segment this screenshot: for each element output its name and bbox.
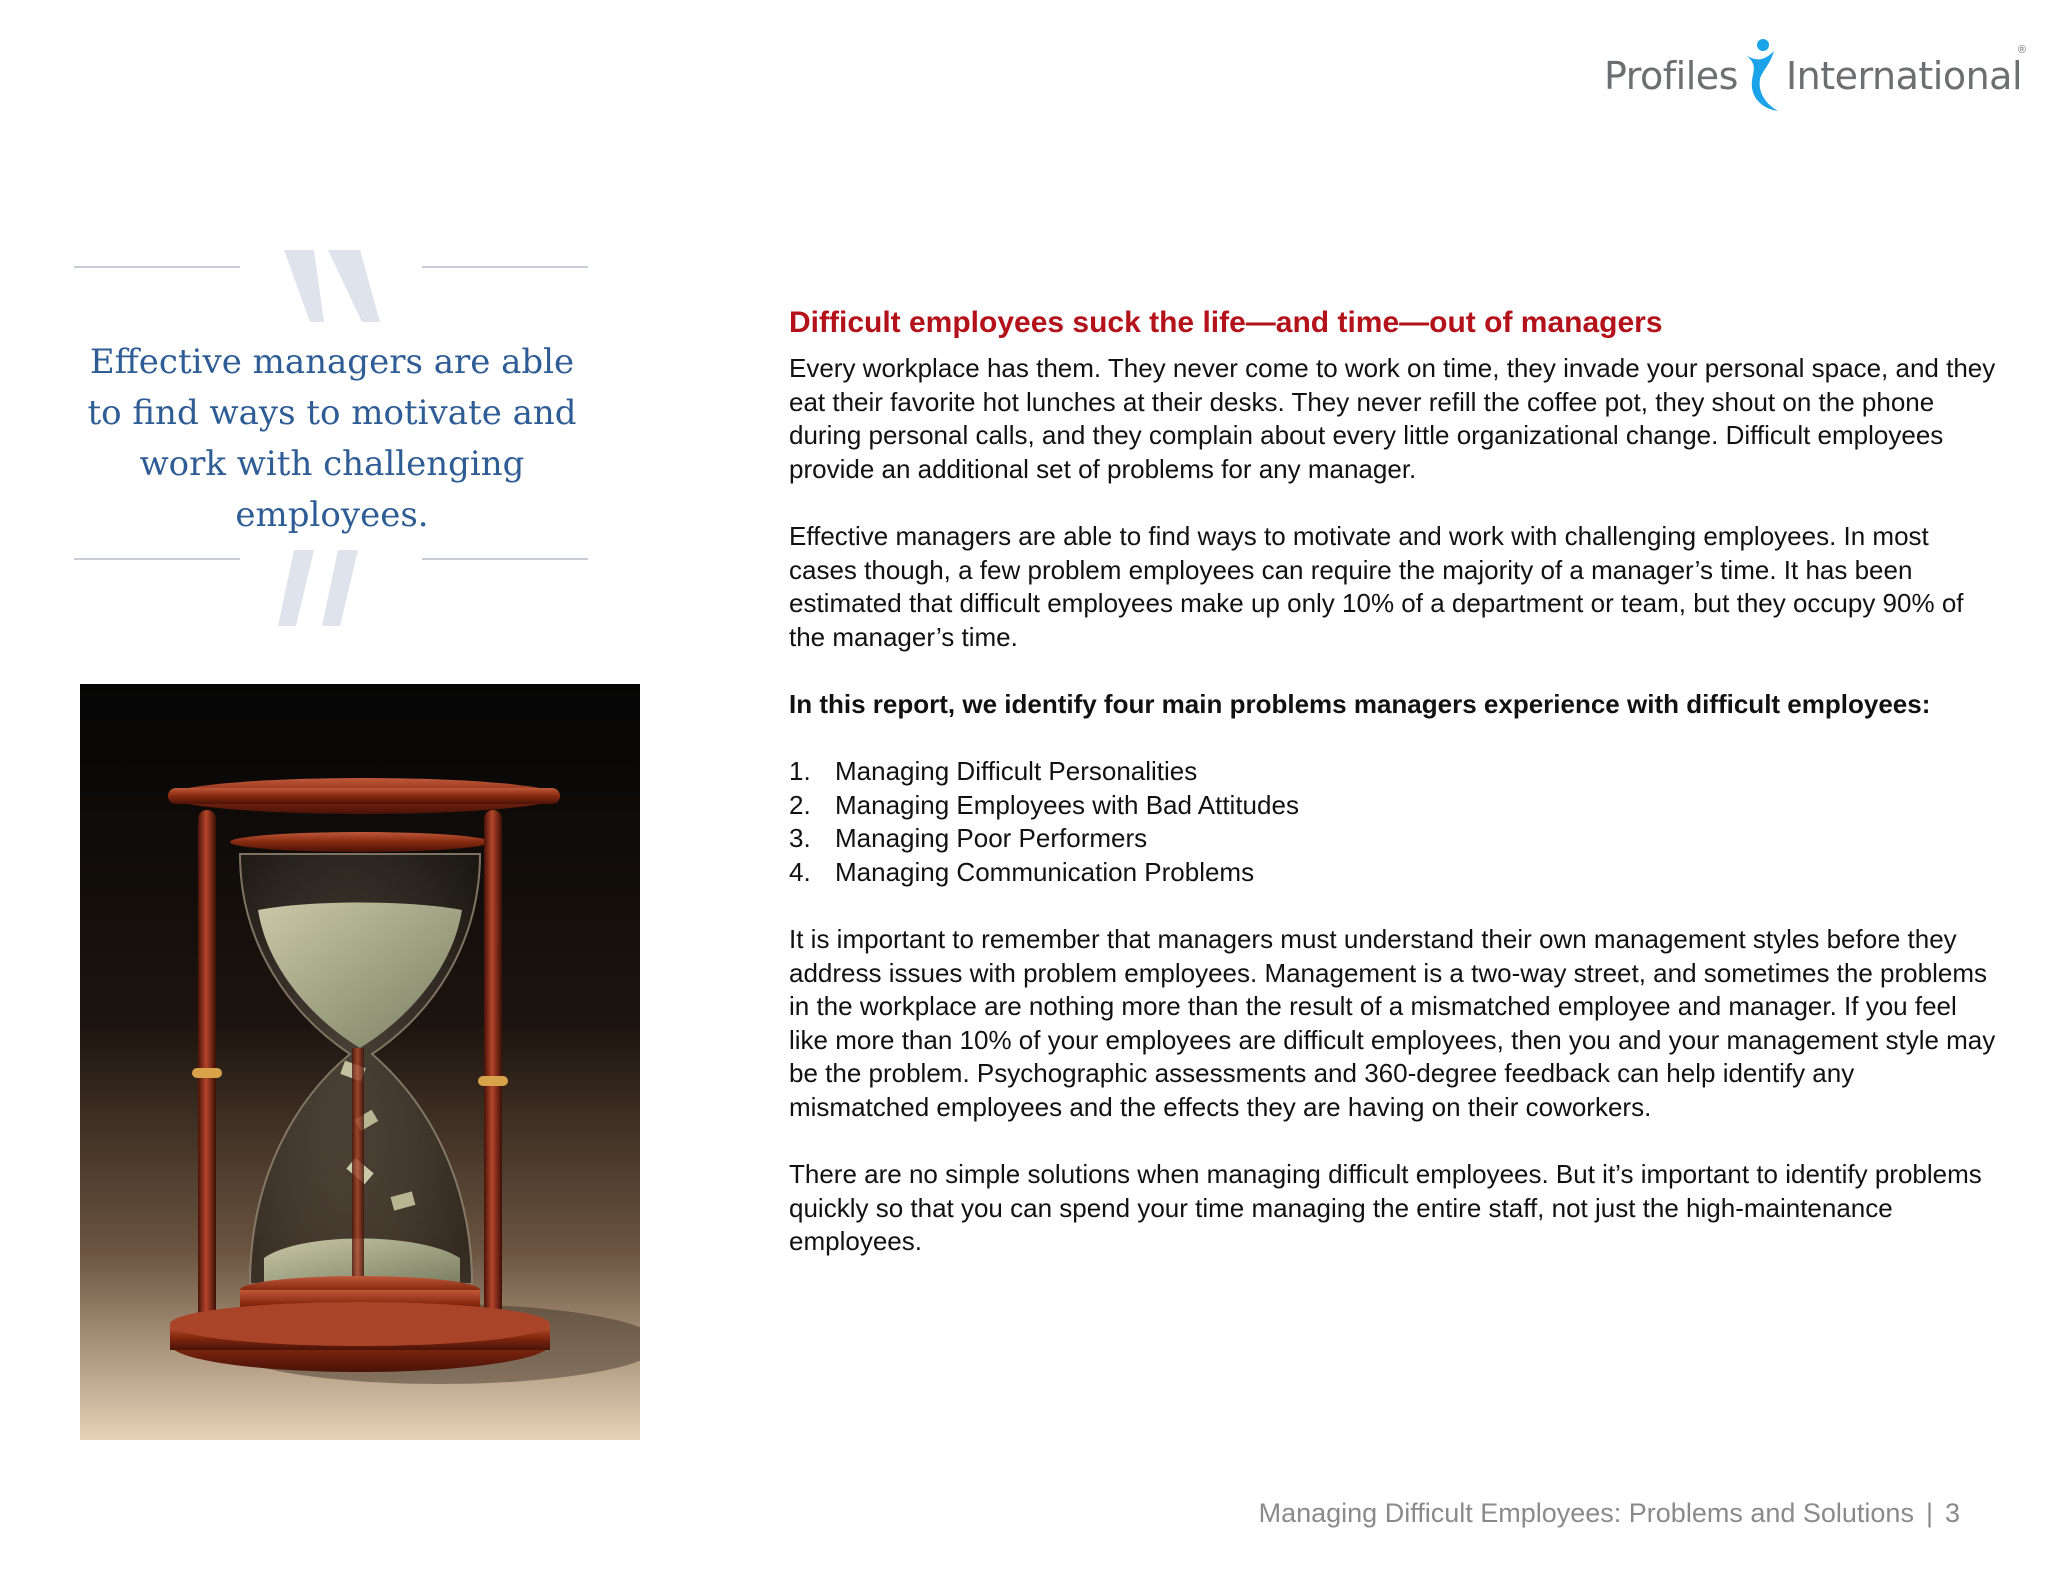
hourglass-photo — [80, 684, 640, 1440]
problems-list — [789, 755, 2001, 889]
list-item-label: Managing Communication Problems — [835, 856, 1255, 887]
logo-right-word: International — [1785, 54, 2022, 98]
paragraph-management-styles: It is important to remember that managers must understand their own management styles before they address issues with problem employees. Management is a two-way street, and sometimes the problems in the workplace are nothing more than the result of a mismatched employee and manager. If you feel like more than 10% of your employees are difficult employees, then you and your management style may be the problem. Psychographic assessments and 360-degree feedback can help identify any mismatched employees and the effects they are having on their coworkers. — [789, 924, 1996, 1123]
article-title: Difficult employees suck the life—and time—out of managers — [789, 306, 1663, 339]
report-lead-in: In this report, we identify four main problems managers experience with difficult employees: — [789, 688, 1931, 719]
list-item-number: 3. — [789, 823, 811, 854]
list-item-number: 4. — [789, 856, 811, 887]
registered-mark: ® — [2017, 44, 2026, 56]
quote-rule-top-right — [422, 266, 588, 268]
list-item-label: Managing Employees with Bad Attitudes — [835, 789, 1299, 820]
quote-rule-bottom-left — [74, 558, 240, 560]
logo-left-word: Profiles — [1604, 54, 1738, 98]
quote-rule-top-left — [74, 266, 240, 268]
quote-rule-bottom-right — [422, 558, 588, 560]
person-swoosh-icon — [1740, 37, 1784, 115]
hourglass-illustration — [80, 684, 640, 1440]
close-quote-icon — [268, 544, 388, 644]
list-item — [789, 755, 2001, 789]
list-item-label: Managing Poor Performers — [835, 823, 1148, 854]
list-item-number: 1. — [789, 756, 811, 787]
open-quote-icon — [280, 248, 400, 348]
list-item — [789, 789, 2001, 823]
company-logo — [1604, 36, 2026, 116]
paragraph-intro: Every workplace has them. They never come to work on time, they invade your personal space, and they eat their favorite hot lunches at their desks. They never refill the coffee pot, they shout on the phone during personal calls, and they complain about every little organizational change. Difficult employees provide an additional set of problems for any manager. — [789, 353, 1996, 484]
page-footer — [1259, 1498, 1960, 1529]
list-item-number: 2. — [789, 789, 811, 820]
list-item — [789, 856, 2001, 890]
footer-separator: | — [1925, 1498, 1933, 1528]
pull-quote — [72, 240, 592, 650]
paragraph-no-simple-solutions: There are no simple solutions when managing difficult employees. But it’s important to identify problems quickly so that you can spend your time managing the entire staff, not just the high-maintenance employees. — [789, 1159, 1982, 1257]
pull-quote-text: Effective managers are able to find ways to motivate and work with challenging employees. — [87, 342, 577, 535]
page-number: 3 — [1944, 1498, 1960, 1528]
article — [789, 300, 2001, 1293]
footer-title: Managing Difficult Employees: Problems and Solutions — [1258, 1498, 1914, 1528]
list-item-label: Managing Difficult Personalities — [835, 756, 1198, 787]
paragraph-effective-managers: Effective managers are able to find ways to motivate and work with challenging employees. In most cases though, a few problem employees can require the majority of a manager’s time. It has been estimated that difficult employees make up only 10% of a department or team, but they occupy 90% of the manager’s time. — [789, 520, 1964, 652]
list-item — [789, 822, 2001, 856]
